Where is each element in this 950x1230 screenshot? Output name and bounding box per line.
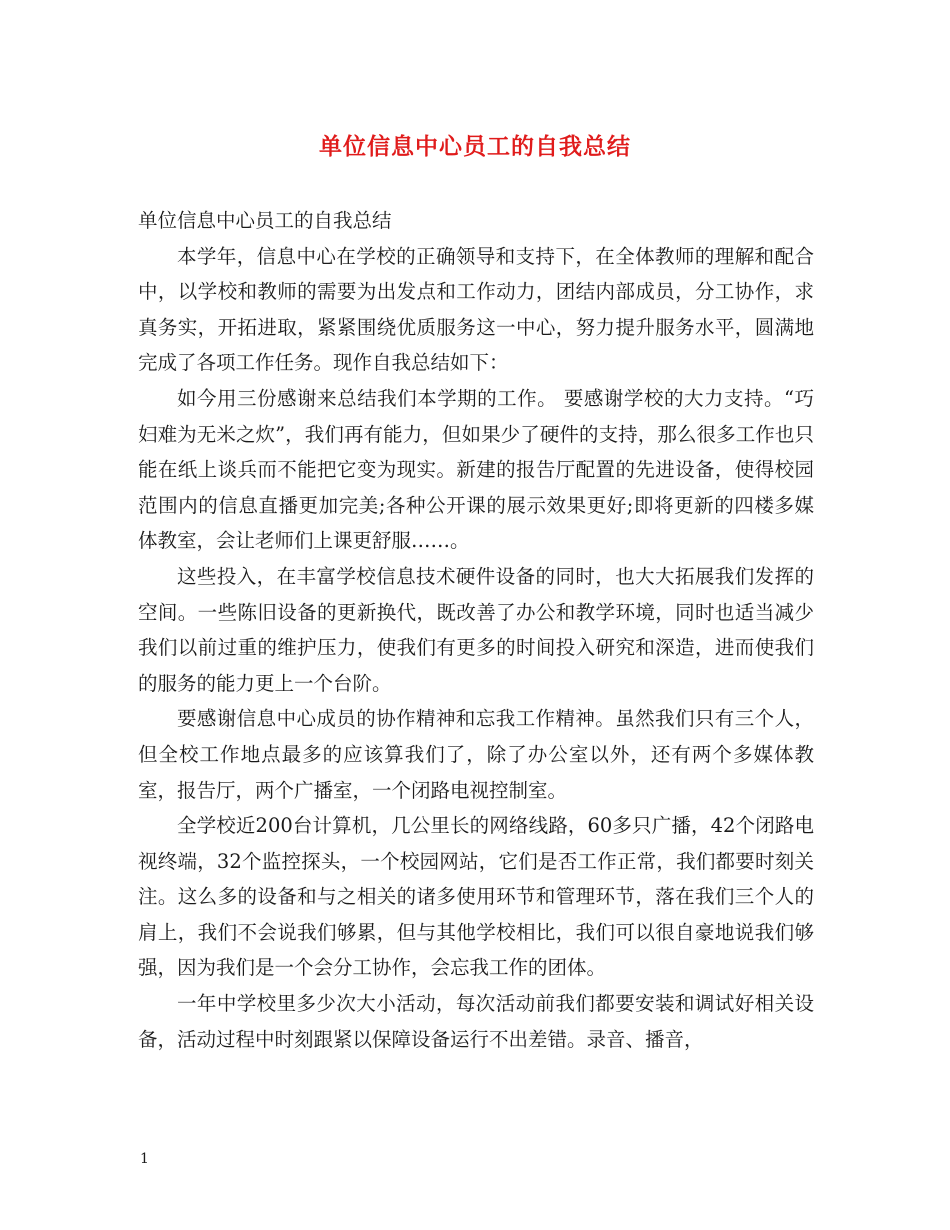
paragraph-intro: 本学年，信息中心在学校的正确领导和支持下，在全体教师的理解和配合中，以学校和教师的需要为出发点和工作动力，团结内部成员，分工协作，求真务实，开拓进取，紧紧围绕优质服务这一中心，努力提升服务水平，圆满地完成了各项工作任务。现作自我总结如下：	[138, 244, 814, 375]
document-title: 单位信息中心员工的自我总结	[319, 133, 631, 160]
page-number: 1	[140, 1151, 149, 1167]
paragraph-thanks-team: 要感谢信息中心成员的协作精神和忘我工作精神。虽然我们只有三个人，但全校工作地点最多的应该算我们了，除了办公室以外，还有两个多媒体教室，报告厅，两个广播室，一个闭路电视控制室。	[138, 707, 814, 802]
paragraph-equipment: 全学校近200台计算机，几公里长的网络线路，60多只广播，42个闭路电视终端，32个监控探头，一个校园网站，它们是否工作正常，我们都要时刻关注。这么多的设备和与之相关的诸多使用环节和管理环节，落在我们三个人的肩上，我们不会说我们够累，但与其他学校相比，我们可以很自豪地说我们够强，因为我们是一个会分工协作，会忘我工作的团体。	[138, 814, 814, 980]
paragraph-activities: 一年中学校里多少次大小活动，每次活动前我们都要安装和调试好相关设备，活动过程中时刻跟紧以保障设备运行不出差错。录音、播音，	[138, 992, 814, 1051]
paragraph-investment: 这些投入，在丰富学校信息技术硬件设备的同时，也大大拓展我们发挥的空间。一些陈旧设备的更新换代，既改善了办公和教学环境，同时也适当减少我们以前过重的维护压力，使我们有更多的时间投入研究和深造，进而使我们的服务的能力更上一个台阶。	[138, 564, 814, 695]
paragraph-thanks-school: 如今用三份感谢来总结我们本学期的工作。 要感谢学校的大力支持。“巧妇难为无米之炊”，我们再有能力，但如果少了硬件的支持，那么很多工作也只能在纸上谈兵而不能把它变为现实。新建的报告厅配置的先进设备，使得校园范围内的信息直播更加完美;各种公开课的展示效果更好;即将更新的四楼多媒体教室，会让老师们上课更舒服……。	[138, 386, 814, 553]
document-body	[138, 203, 814, 1057]
document-subtitle: 单位信息中心员工的自我总结	[138, 209, 392, 232]
